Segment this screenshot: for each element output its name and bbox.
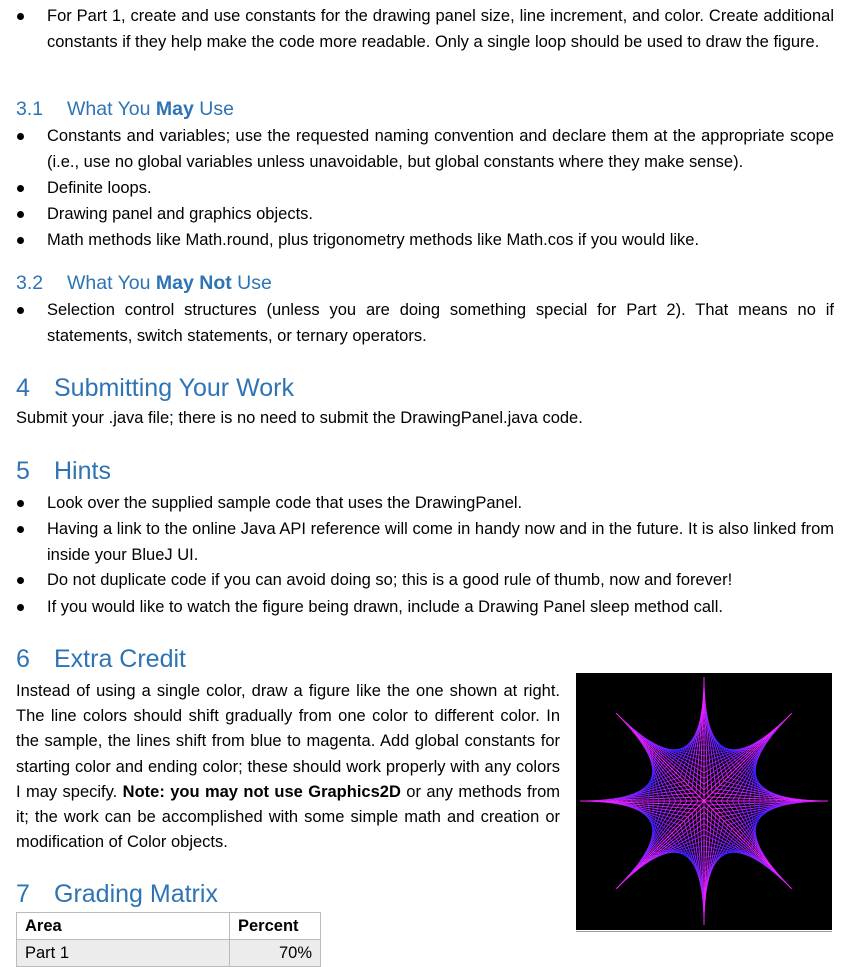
star-figure-canvas <box>576 673 832 930</box>
grading-matrix-table <box>16 912 321 967</box>
cell-area: Part 1 <box>17 940 230 967</box>
list-item <box>16 4 834 55</box>
table-row <box>17 940 321 967</box>
list-item: If you would like to watch the figure being drawn, include a Drawing Panel sleep method call. <box>16 595 834 621</box>
bullet-icon <box>16 202 47 228</box>
bullet-icon <box>16 124 47 175</box>
bullet-icon <box>16 4 47 55</box>
bullet-icon <box>16 228 47 254</box>
bullet-icon <box>16 517 47 568</box>
table-header-row <box>17 913 321 940</box>
star-line <box>708 797 822 801</box>
star-line <box>704 805 708 919</box>
bullet-icon <box>16 298 47 349</box>
star-line <box>586 801 700 805</box>
column-header-area: Area <box>17 913 230 940</box>
bullet-icon <box>16 595 47 621</box>
bullet-icon <box>16 176 47 202</box>
section-3-2-heading: 3.2 What You May Not Use <box>16 272 272 294</box>
bullet-icon <box>16 568 47 594</box>
section-7-heading: 7 Grading Matrix <box>16 880 218 908</box>
section-4-text: Submit your .java file; there is no need to submit the DrawingPanel.java code. <box>16 409 583 427</box>
list-item: Math methods like Math.round, plus trigonometry methods like Math.cos if you would like. <box>16 228 834 254</box>
bullet-icon <box>16 491 47 517</box>
sample-star-figure <box>576 673 832 930</box>
list-item: Selection control structures (unless you are doing something special for Part 2). That means no if statements, switch statements, or ternary operators. <box>16 298 834 349</box>
figure-divider <box>576 931 832 932</box>
section-3-1-heading: 3.1 What You May Use <box>16 98 234 120</box>
cell-percent: 70% <box>230 940 321 967</box>
star-line <box>700 683 704 797</box>
list-item: Constants and variables; use the requested naming convention and declare them at the appropriate scope (i.e., use no global variables unless unavoidable, but global constants where they make sense). <box>16 124 834 175</box>
list-item: Do not duplicate code if you can avoid doing so; this is a good rule of thumb, now and forever! <box>16 568 834 594</box>
section-5-heading: 5 Hints <box>16 457 111 485</box>
list-item: Look over the supplied sample code that uses the DrawingPanel. <box>16 491 834 517</box>
list-item: Definite loops. <box>16 176 834 202</box>
list-item-text: For Part 1, create and use constants for the drawing panel size, line increment, and color. Create additional constants if they help make the code more readable. Only a single loop should be used to draw the figure. <box>47 7 834 51</box>
list-item: Drawing panel and graphics objects. <box>16 202 834 228</box>
section-4-heading: 4 Submitting Your Work <box>16 374 294 402</box>
list-item: Having a link to the online Java API reference will come in handy now and in the future. It is also linked from inside your BlueJ UI. <box>16 517 834 568</box>
extra-credit-text: Instead of using a single color, draw a figure like the one shown at right. The line colors should shift gradually from one color to different color. In the sample, the lines shift from blue to magenta. Add global constants for starting color and ending color; these should work properly with any colors I may specify. Note: you may not use Graphics2D or any methods from it; the work can be accomplished with some simple math and creation or modification of Color objects. <box>16 682 561 852</box>
section-6-heading: 6 Extra Credit <box>16 645 186 673</box>
column-header-percent: Percent <box>230 913 321 940</box>
